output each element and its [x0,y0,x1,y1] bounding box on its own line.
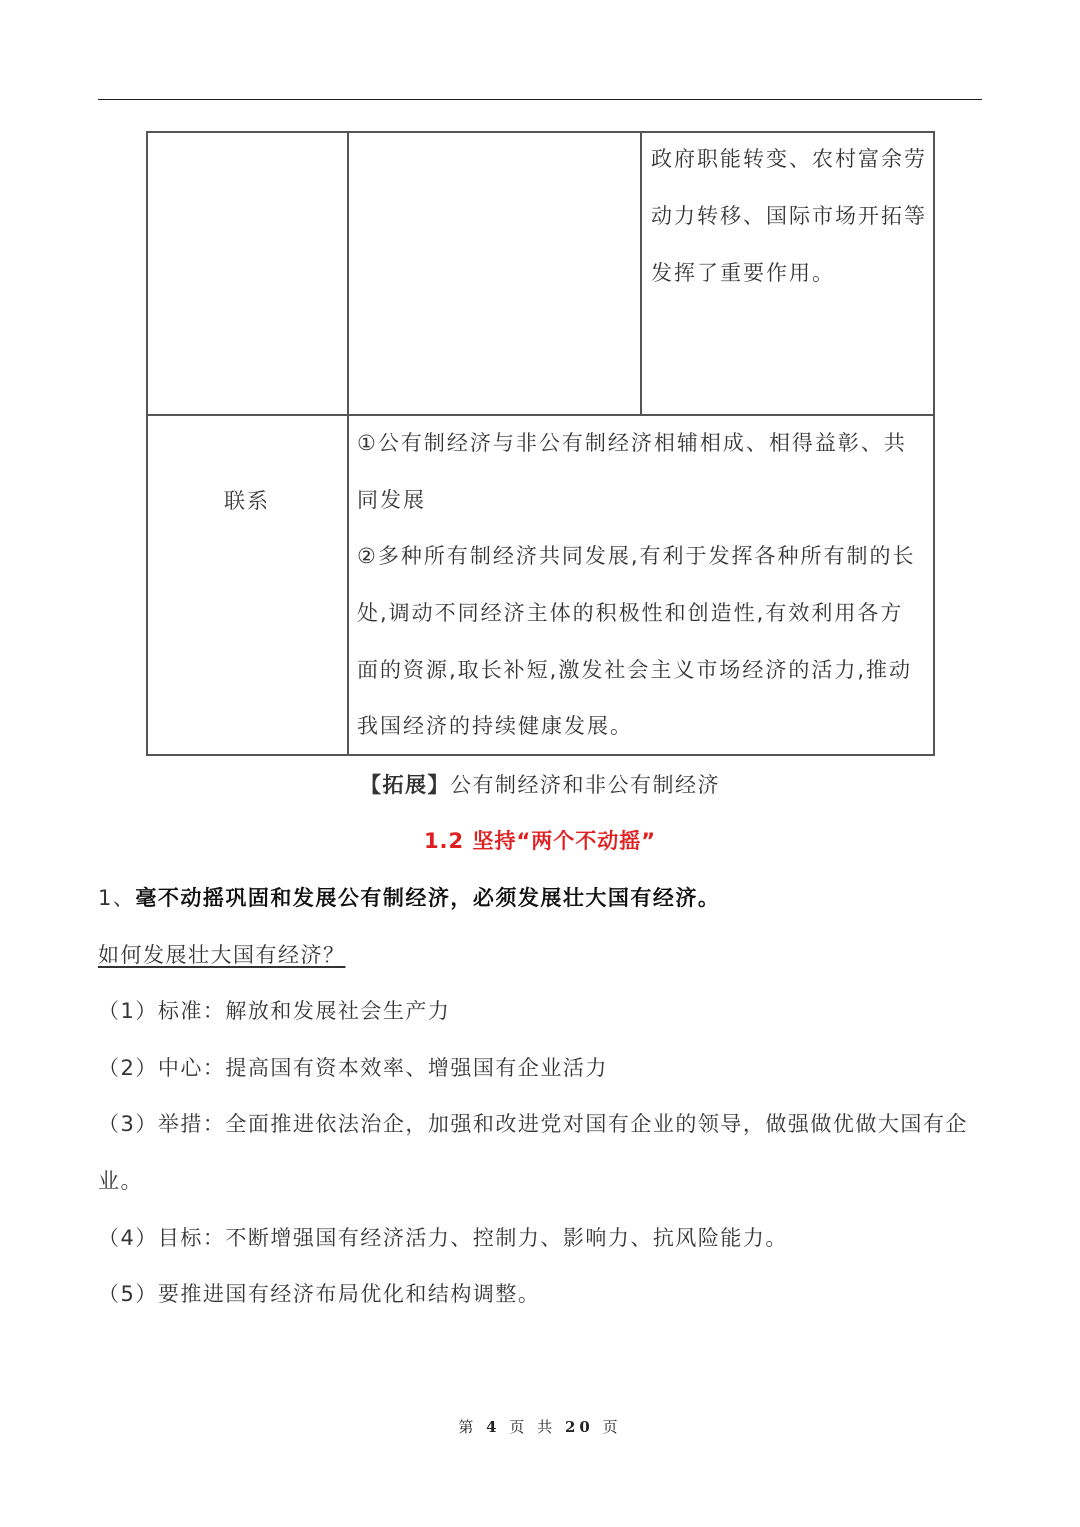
table-caption [0,770,1080,800]
table-cell-link-line: ②多种所有制经济共同发展,有利于发挥各种所有制的长 [357,544,916,568]
question-heading: 如何发展壮大国有经济？ [98,943,346,967]
table-cell-link-line: 同发展 [357,488,426,512]
point-1 [98,883,720,913]
table-cell-link-line: 我国经济的持续健康发展。 [357,714,633,738]
footer-page-number: 4 [486,1418,501,1436]
table-col-divider-upper [640,131,642,414]
point-1-text: 毫不动摇巩固和发展公有制经济，必须发展壮大国有经济。 [135,886,721,910]
list-item-continuation: 业。 [98,1169,143,1193]
comparison-table [146,131,935,755]
footer-total-pages: 20 [564,1418,594,1436]
point-1-number: 1、 [98,886,136,910]
header-rule [98,99,982,100]
caption-text: 公有制经济和非公有制经济 [450,773,720,797]
table-border-right [933,131,935,755]
list-item: （3）举措：全面推进依法治企，加强和改进党对国有企业的领导，做强做优做大国有企 [98,1112,968,1136]
section-title: 1.2 坚持“两个不动摇” [423,829,657,853]
list-item: （2）中心：提高国有资本效率、增强国有企业活力 [98,1056,608,1080]
table-cell-link-line: ①公有制经济与非公有制经济相辅相成、相得益彰、共 [357,431,907,455]
footer-di: 第 [458,1418,478,1436]
table-cell-top-right-line: 政府职能转变、农村富余劳 [651,147,927,171]
table-cell-top-right-line: 发挥了重要作用。 [651,261,835,285]
list-item: （4）目标：不断增强国有经济活力、控制力、影响力、抗风险能力。 [98,1226,788,1250]
table-cell-link-line: 面的资源,取长补短,激发社会主义市场经济的活力,推动 [357,658,913,682]
table-border-left [146,131,148,755]
table-cell-top-right-line: 动力转移、国际市场开拓等 [651,204,927,228]
footer-ye: 页 [602,1418,622,1436]
table-row-label-link: 联系 [224,489,270,513]
page-footer [0,1416,1080,1437]
list-item: （1）标准：解放和发展社会生产力 [98,999,451,1023]
table-cell-link-line: 处,调动不同经济主体的积极性和创造性,有效利用各方 [357,601,904,625]
caption-bracket: 【拓展】 [360,773,450,797]
footer-gong: 共 [537,1418,557,1436]
list-item: （5）要推进国有经济布局优化和结构调整。 [98,1282,541,1306]
table-col-divider [347,131,349,755]
footer-ye: 页 [509,1418,529,1436]
